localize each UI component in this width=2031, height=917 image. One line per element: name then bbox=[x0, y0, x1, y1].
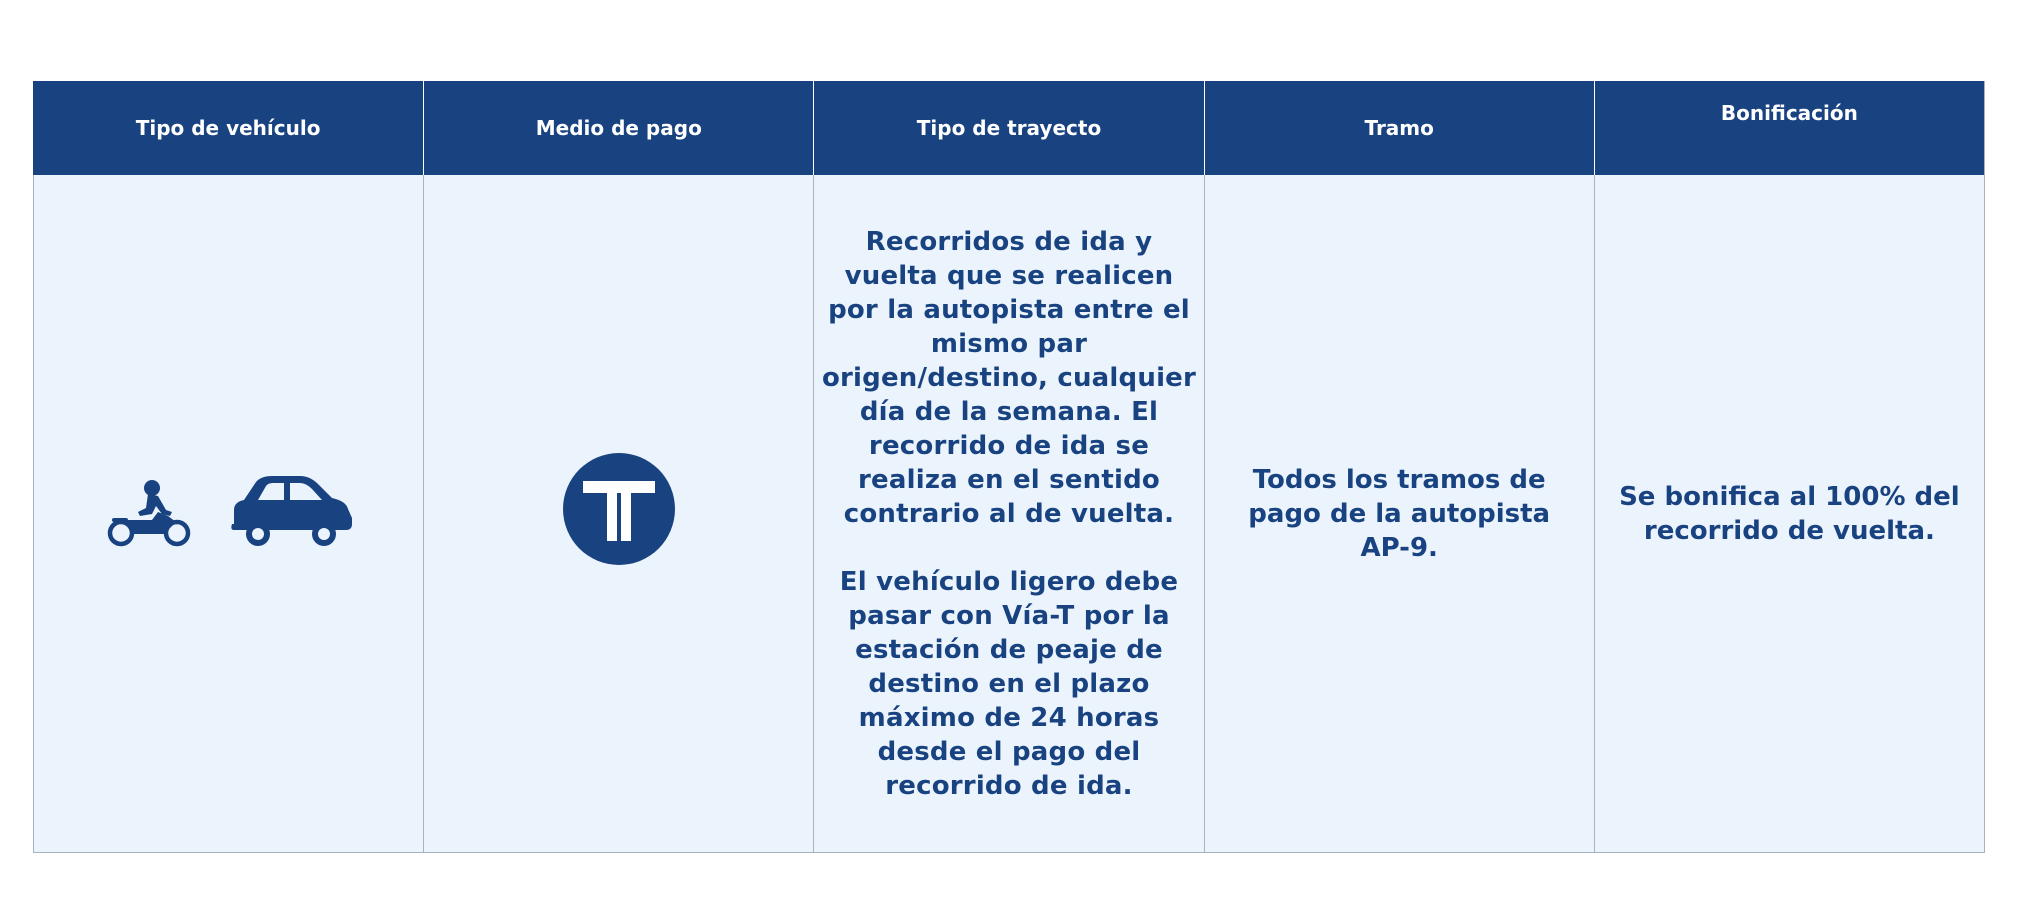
trip-deadline-text: El vehículo ligero debe pasar con Vía-T por la estación de peaje de destino en el plazo máximo de 24 horas desde el pago del recorrido de ida. bbox=[839, 566, 1179, 801]
header-discount: Bonificación bbox=[1594, 81, 1984, 175]
cell-trip-type bbox=[813, 175, 1203, 852]
cell-discount bbox=[1594, 175, 1984, 852]
via-t-logo-icon bbox=[563, 453, 675, 574]
cell-vehicle-type bbox=[33, 175, 423, 852]
motorcycle-icon bbox=[106, 480, 192, 557]
section-text: Todos los tramos de pago de la autopista AP-9. bbox=[1248, 464, 1551, 563]
car-icon bbox=[228, 474, 352, 557]
discount-text: Se bonifica al 100% del recorrido de vuelta. bbox=[1619, 481, 1960, 546]
header-section: Tramo bbox=[1204, 81, 1594, 175]
header-trip-type: Tipo de trayecto bbox=[813, 81, 1203, 175]
trip-condition-text: Recorridos de ida y vuelta que se realicen por la autopista entre el mismo par origen/destino, cualquier día de la semana. El recorrido de ida se realiza en el sentido contrario al de vuelta. bbox=[821, 226, 1197, 529]
cell-section bbox=[1204, 175, 1594, 852]
discount-table bbox=[33, 81, 1985, 853]
header-payment-method: Medio de pago bbox=[423, 81, 813, 175]
cell-payment-method bbox=[423, 175, 813, 852]
header-vehicle-type: Tipo de vehículo bbox=[33, 81, 423, 175]
